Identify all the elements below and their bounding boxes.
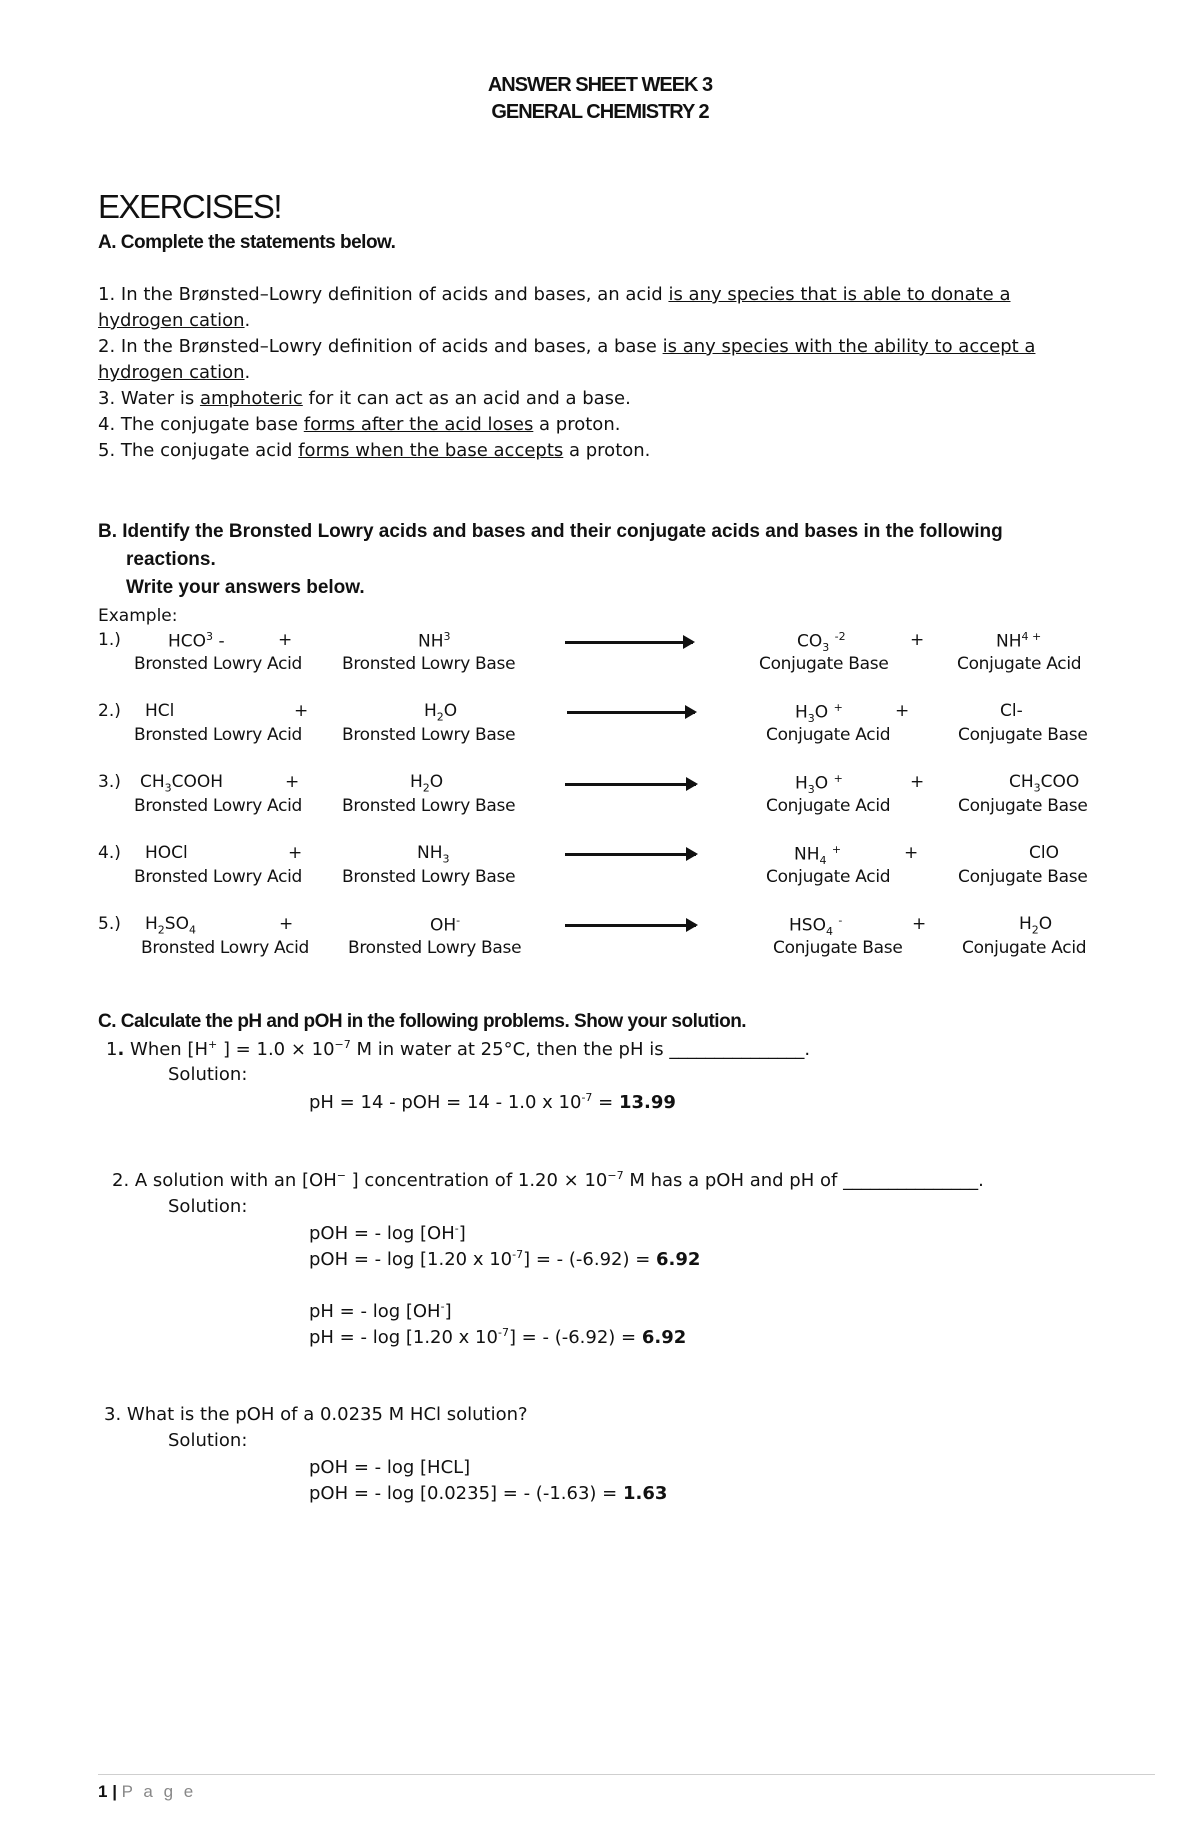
- reaction-2-product-1: $H_3O$ +: [795, 701, 843, 726]
- answer-4: forms after the acid loses: [303, 414, 534, 435]
- question-2: 2. A solution with an [OH− ] concentration of $1.20 \times 10^{-7}$ M has a pOH and pH of _______________.: [112, 1169, 984, 1191]
- q3-solution-label: Solution:: [168, 1430, 248, 1451]
- reaction-2-label-3: Conjugate Acid: [766, 725, 891, 745]
- reaction-2-number: 2.): [98, 701, 121, 721]
- reaction-4-product-1: $NH_4$ +: [794, 843, 842, 868]
- q1-calculation: pH = 14 - pOH = 14 - 1.0 x $10^{-7} = 13.99$: [309, 1091, 676, 1113]
- reaction-1-product-2: $NH^{4 +}$: [996, 630, 1042, 652]
- answer-3: amphoteric: [199, 388, 303, 409]
- section-c-heading: C. Calculate the pH and pOH in the following problems. Show your solution.: [98, 1011, 747, 1032]
- answer-5: forms when the base accepts: [298, 440, 564, 461]
- section-a-heading: A. Complete the statements below.: [98, 232, 396, 253]
- reaction-3-base: $H_2O$: [410, 772, 444, 795]
- footer-divider: [98, 1774, 1155, 1775]
- reaction-1-acid: HCO$^3$ -: [168, 630, 225, 652]
- reaction-2-base: $H_2O$: [424, 701, 458, 724]
- reaction-5-acid: $H_2SO_4$: [145, 914, 196, 937]
- reaction-2-product-2: Cl-: [1000, 701, 1023, 721]
- q3-calc-2: pOH = - log [0.0235] = - (-1.63) = 1.63: [309, 1483, 668, 1504]
- reaction-4-acid: HOCl: [145, 843, 188, 863]
- reaction-5-base: OH-: [430, 914, 461, 936]
- reaction-1-plus: +: [278, 630, 293, 650]
- q2-calc-1: pOH = - log [OH-]: [309, 1222, 466, 1244]
- reaction-1-base: $NH^3$: [418, 630, 451, 652]
- reaction-5-product-1: $HSO_4$ -: [789, 914, 843, 939]
- reaction-5-label-2: Bronsted Lowry Base: [348, 938, 522, 958]
- reaction-4-label-4: Conjugate Base: [958, 867, 1088, 887]
- q2-calc-2: pOH = - log [1.20 x $10^{-7}$] = - (-6.92) = 6.92: [309, 1248, 701, 1270]
- reaction-3-acid: $CH_3COOH$: [140, 772, 224, 795]
- reaction-4-plus: +: [288, 843, 303, 863]
- reaction-5-label-1: Bronsted Lowry Acid: [141, 938, 310, 958]
- reaction-4-number: 4.): [98, 843, 121, 863]
- reaction-4-label-3: Conjugate Acid: [766, 867, 891, 887]
- statement-1-cont: hydrogen cation.: [98, 310, 251, 331]
- section-b-heading-cont: reactions.: [126, 549, 216, 570]
- reaction-1-label-3: Conjugate Base: [759, 654, 889, 674]
- reaction-5-number: 5.): [98, 914, 121, 934]
- reaction-4-plus-2: +: [904, 843, 919, 863]
- reaction-3-label-2: Bronsted Lowry Base: [342, 796, 516, 816]
- statement-5: 5. The conjugate acid forms when the base accepts a proton.: [98, 440, 651, 461]
- q2-calc-4: pH = - log [1.20 x $10^{-7}$] = - (-6.92) = 6.92: [309, 1326, 687, 1348]
- reaction-3-label-4: Conjugate Base: [958, 796, 1088, 816]
- statement-4: 4. The conjugate base forms after the acid loses a proton.: [98, 414, 621, 435]
- reaction-3-arrow: [565, 783, 696, 786]
- section-b-heading: B. Identify the Bronsted Lowry acids and bases and their conjugate acids and bases in the following: [98, 521, 1003, 542]
- statement-1: 1. In the Brønsted–Lowry definition of acids and bases, an acid is any species that is able to donate a: [98, 284, 1011, 305]
- statement-2: 2. In the Brønsted–Lowry definition of acids and bases, a base is any species with the ability to accept a: [98, 336, 1036, 357]
- reaction-3-label-3: Conjugate Acid: [766, 796, 891, 816]
- reaction-3-product-2: $CH_3COO$: [1009, 772, 1080, 795]
- reaction-2-label-2: Bronsted Lowry Base: [342, 725, 516, 745]
- q3-calc-1: pOH = - log [HCL]: [309, 1457, 471, 1478]
- reaction-5-plus: +: [279, 914, 294, 934]
- question-1: 1. When [H+ ] = $1.0 \times 10^{-7}$ M in water at 25°C, then the pH is _______________.: [106, 1038, 811, 1060]
- reaction-1-label-1: Bronsted Lowry Acid: [134, 654, 303, 674]
- reaction-2-label-4: Conjugate Base: [958, 725, 1088, 745]
- reaction-1-number: 1.): [98, 630, 121, 650]
- statement-3: 3. Water is amphoteric for it can act as an acid and a base.: [98, 388, 631, 409]
- reaction-2-acid: HCl: [145, 701, 175, 721]
- q2-solution-label: Solution:: [168, 1196, 248, 1217]
- answer-1: is any species that is able to donate a: [668, 284, 1011, 305]
- reaction-5-label-3: Conjugate Base: [773, 938, 903, 958]
- reaction-3-plus: +: [285, 772, 300, 792]
- page-word: P a g e: [121, 1782, 197, 1801]
- reaction-4-label-1: Bronsted Lowry Acid: [134, 867, 303, 887]
- reaction-2-label-1: Bronsted Lowry Acid: [134, 725, 303, 745]
- q2-answer-poh: 6.92: [656, 1249, 701, 1270]
- q1-solution-label: Solution:: [168, 1064, 248, 1085]
- page-number: 1: [98, 1782, 108, 1801]
- q2-answer-ph: 6.92: [641, 1327, 687, 1348]
- reaction-5-arrow: [565, 924, 696, 927]
- reaction-4-arrow: [565, 853, 696, 856]
- reaction-3-plus-2: +: [910, 772, 925, 792]
- reaction-3-product-1: $H_3O$ +: [795, 772, 843, 797]
- q2-calc-3: pH = - log [OH-]: [309, 1300, 452, 1322]
- statement-2-cont: hydrogen cation.: [98, 362, 251, 383]
- example-label: Example:: [98, 606, 178, 626]
- reaction-4-label-2: Bronsted Lowry Base: [342, 867, 516, 887]
- reaction-1-product-1: $CO_3$ $^{-2}$: [797, 630, 846, 655]
- reaction-5-label-4: Conjugate Acid: [962, 938, 1087, 958]
- answer-2-cont: hydrogen cation: [98, 362, 245, 383]
- reaction-2-arrow: [567, 711, 695, 714]
- reaction-1-plus-2: +: [910, 630, 925, 650]
- page-footer: 1 | P a g e: [98, 1782, 197, 1801]
- q1-answer: 13.99: [618, 1092, 676, 1113]
- reaction-2-plus: +: [294, 701, 309, 721]
- reaction-3-label-1: Bronsted Lowry Acid: [134, 796, 303, 816]
- section-b-instructions: Write your answers below.: [126, 577, 365, 598]
- reaction-1-arrow: [565, 641, 693, 644]
- exercises-heading: EXERCISES!: [98, 188, 282, 225]
- reaction-3-number: 3.): [98, 772, 121, 792]
- answer-1-cont: hydrogen cation: [98, 310, 245, 331]
- reaction-1-label-2: Bronsted Lowry Base: [342, 654, 516, 674]
- doc-title-line1: ANSWER SHEET WEEK 3: [487, 74, 713, 96]
- reaction-4-product-2: ClO: [1029, 843, 1059, 863]
- reaction-4-base: $NH_3$: [417, 843, 450, 866]
- question-3: 3. What is the pOH of a 0.0235 M HCl solution?: [104, 1404, 528, 1425]
- reaction-5-plus-2: +: [912, 914, 927, 934]
- reaction-5-product-2: $H_2O$: [1019, 914, 1053, 937]
- reaction-2-plus-2: +: [895, 701, 910, 721]
- answer-2: is any species with the ability to accept a: [662, 336, 1036, 357]
- doc-title-line2: GENERAL CHEMISTRY 2: [491, 101, 709, 123]
- q3-answer: 1.63: [622, 1483, 668, 1504]
- reaction-1-label-4: Conjugate Acid: [957, 654, 1082, 674]
